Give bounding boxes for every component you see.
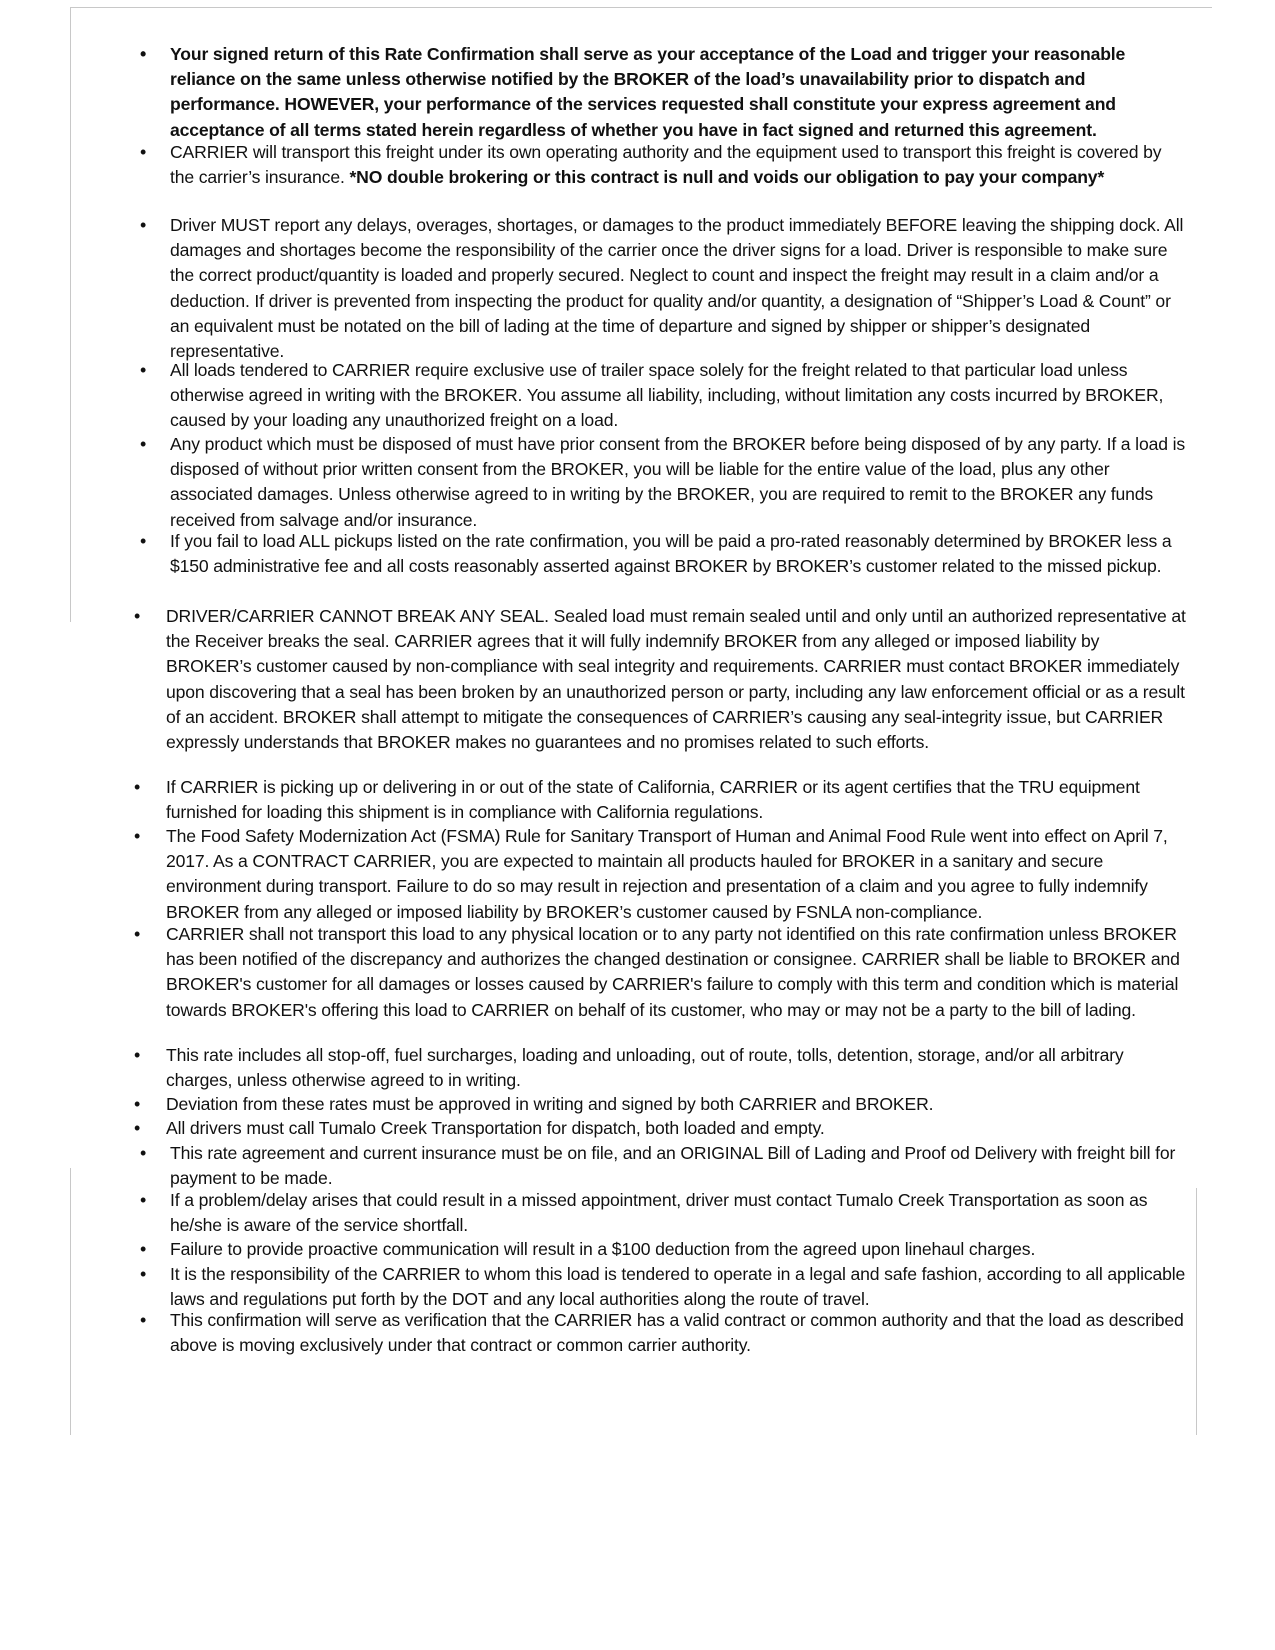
term-paperwork-on-file <box>140 1141 1188 1191</box>
bullet-icon: • <box>140 1239 147 1259</box>
term-product-disposal <box>140 432 1188 533</box>
term-text: The Food Safety Modernization Act (FSMA) Rule for Sanitary Transport of Human and Animal Food Rule went into effect on April 7, 2017. As a CONTRACT CARRIER, you are expected to maintain all products hauled for BROKER in a sanitary and secure environment during transport. Failure to do so may result in rejection and presentation of a claim and you agree to fully indemnify BROKER from any alleged or imposed liability by BROKER’s customer caused by FSNLA non-compliance. <box>166 826 1168 922</box>
bullet-icon: • <box>140 360 147 380</box>
bullet-icon: • <box>140 44 147 64</box>
term-report-damages <box>140 213 1188 364</box>
term-text: It is the responsibility of the CARRIER to whom this load is tendered to operate in a legal and safe fashion, according to all applicable laws and regulations put forth by the DOT and any local authorities along the route of travel. <box>170 1264 1186 1310</box>
page-frame-right-lower <box>1196 1188 1197 1435</box>
term-text: Driver MUST report any delays, overages, shortages, or damages to the product immediately BEFORE leaving the shipping dock. All damages and shortages become the responsibility of the carrier once the driver signs for a load. Driver is responsible to make sure the correct product/quantity is loaded and properly secured. Neglect to count and inspect the freight may result in a claim and/or a deduction. If driver is prevented from inspecting the product for quality and/or quantity, a designation of “Shipper’s Load & Count” or an equivalent must be notated on the bill of lading at the time of departure and signed by shipper or shipper’s designated representative. <box>170 215 1184 362</box>
term-authority-verification <box>140 1308 1188 1358</box>
term-text: If a problem/delay arises that could result in a missed appointment, driver must contact Tumalo Creek Transportation as soon as he/she is aware of the service shortfall. <box>170 1190 1148 1236</box>
page-frame-top <box>70 7 1212 8</box>
term-rate-deviation <box>134 1092 1188 1117</box>
page-frame-left-lower <box>70 1168 71 1435</box>
term-text: CARRIER shall not transport this load to any physical location or to any party not identified on this rate confirmation unless BROKER has been notified of the discrepancy and authorizes the changed destination or consignee. CARRIER shall be liable to BROKER and BROKER's customer for all damages or losses caused by CARRIER's failure to comply with this term and condition which is material towards BROKER's offering this load to CARRIER on behalf of its customer, who may or may not be a party to the bill of lading. <box>166 924 1180 1020</box>
term-text: All drivers must call Tumalo Creek Transportation for dispatch, both loaded and empty. <box>166 1118 825 1138</box>
bullet-icon: • <box>134 1118 141 1138</box>
bullet-icon: • <box>134 1094 141 1114</box>
term-text: Deviation from these rates must be approved in writing and signed by both CARRIER and BROKER. <box>166 1094 934 1114</box>
term-missed-pickup <box>140 529 1188 579</box>
bullet-icon: • <box>140 1143 147 1163</box>
bullet-icon: • <box>140 434 147 454</box>
term-bold-warning: *NO double brokering or this contract is null and voids our obligation to pay your company* <box>349 167 1105 188</box>
term-operating-authority <box>140 140 1188 190</box>
bullet-icon: • <box>134 1045 141 1065</box>
term-text: If CARRIER is picking up or delivering in or out of the state of California, CARRIER or its agent certifies that the TRU equipment furnished for loading this shipment is in compliance with California regulations. <box>166 777 1140 823</box>
term-dispatch-call <box>134 1116 1188 1141</box>
term-legal-safe-operation <box>140 1262 1188 1312</box>
term-text: All loads tendered to CARRIER require exclusive use of trailer space solely for the freight related to that particular load unless otherwise agreed in writing with the BROKER. You assume all liability, including, without limitation any costs incurred by BROKER, caused by your loading any unauthorized freight on a load. <box>170 360 1164 431</box>
bullet-icon: • <box>140 1310 147 1330</box>
bullet-icon: • <box>140 142 147 162</box>
term-text: This confirmation will serve as verification that the CARRIER has a valid contract or common authority and that the load as described above is moving exclusively under that contract or common carrier authority. <box>170 1310 1184 1356</box>
bullet-icon: • <box>134 826 141 846</box>
term-text: DRIVER/CARRIER CANNOT BREAK ANY SEAL. Sealed load must remain sealed until and only until an authorized representative at the Receiver breaks the seal. CARRIER agrees that it will fully indemnify BROKER from any alleged or imposed liability by BROKER’s customer caused by non-compliance with seal integrity and requirements. CARRIER must contact BROKER immediately upon discovering that a seal has been broken by an unauthorized person or party, including any law enforcement official or as a result of an accident. BROKER shall attempt to mitigate the consequences of CARRIER’s causing any seal-integrity issue, but CARRIER expressly understands that BROKER makes no guarantees and no promises related to such efforts. <box>166 606 1186 753</box>
term-text: Any product which must be disposed of must have prior consent from the BROKER before being disposed of by any party. If a load is disposed of without prior written consent from the BROKER, you will be liable for the entire value of the load, plus any other associated damages. Unless otherwise agreed to in writing by the BROKER, you are required to remit to the BROKER any funds received from salvage and/or insurance. <box>170 434 1185 530</box>
bullet-icon: • <box>140 1190 147 1210</box>
term-text: If you fail to load ALL pickups listed on the rate confirmation, you will be paid a pro-rated reasonably determined by BROKER less a $150 administrative fee and all costs reasonably asserted against BROKER by BROKER’s customer related to the missed pickup. <box>170 531 1172 577</box>
term-delay-notice <box>140 1188 1188 1238</box>
term-text: Your signed return of this Rate Confirmation shall serve as your acceptance of the Load and trigger your reasonable reliance on the same unless otherwise notified by the BROKER of the load’s unavailability prior to dispatch and performance. HOWEVER, your performance of the services requested shall constitute your express agreement and acceptance of all terms stated herein regardless of whether you have in fact signed and returned this agreement. <box>170 44 1126 140</box>
term-text: Failure to provide proactive communication will result in a $100 deduction from the agreed upon linehaul charges. <box>170 1239 1036 1259</box>
term-acceptance <box>140 42 1188 143</box>
bullet-icon: • <box>134 924 141 944</box>
term-rate-inclusions <box>134 1043 1188 1093</box>
term-fsma <box>134 824 1188 925</box>
term-destination-change <box>134 922 1188 1023</box>
term-seal-integrity <box>134 604 1188 755</box>
page-frame-left-upper <box>70 7 71 622</box>
term-exclusive-trailer-use <box>140 358 1188 434</box>
term-text: CARRIER will transport this freight under its own operating authority and the equipment used to transport this freight is covered by the carrier’s insurance. <box>170 142 1162 188</box>
term-text: This rate includes all stop-off, fuel surcharges, loading and unloading, out of route, tolls, detention, storage, and/or all arbitrary charges, unless otherwise agreed to in writing. <box>166 1045 1124 1091</box>
term-text: This rate agreement and current insurance must be on file, and an ORIGINAL Bill of Lading and Proof od Delivery with freight bill for payment to be made. <box>170 1143 1176 1189</box>
bullet-icon: • <box>140 531 147 551</box>
bullet-icon: • <box>140 1264 147 1284</box>
term-communication-deduction <box>140 1237 1188 1262</box>
bullet-icon: • <box>140 215 147 235</box>
term-california-tru <box>134 775 1188 825</box>
bullet-icon: • <box>134 777 141 797</box>
bullet-icon: • <box>134 606 141 626</box>
